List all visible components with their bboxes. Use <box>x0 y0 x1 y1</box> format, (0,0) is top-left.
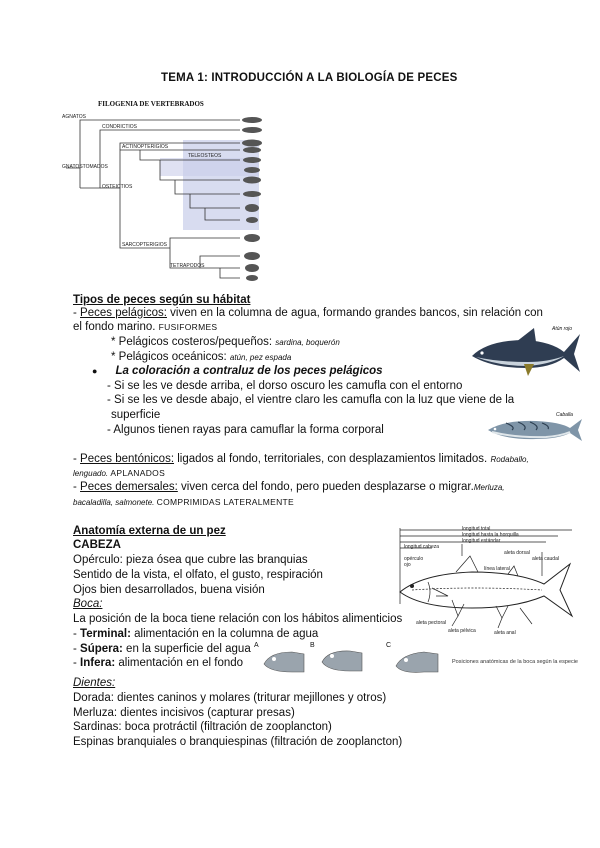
phylo-label: OSTEICTIOS <box>102 184 133 190</box>
mouth-intro: La posición de la boca tiene relación con los hábitos alimenticios <box>73 613 403 625</box>
teeth-line-1: Dorada: dientes caninos y molares (triturar mejillones y otros) <box>73 692 387 704</box>
cs-line-2b: superficie <box>111 409 161 421</box>
teeth-heading: Dientes: <box>73 677 116 689</box>
diagram-label: ojo <box>404 562 411 568</box>
teeth-line-2: Merluza: dientes incisivos (capturar presas) <box>73 707 295 719</box>
phylogeny-heading: FILOGENIA DE VERTEBRADOS <box>98 100 204 108</box>
page-title: TEMA 1: INTRODUCCIÓN A LA BIOLOGÍA DE PECES <box>161 72 458 84</box>
cs-line-1: - Si se les ve desde arriba, el dorso oscuro les camufla con el entorno <box>107 380 463 392</box>
demersal-line: - Peces demersales: viven cerca del fondo, pero pueden desplazarse o migrar.Merluza, <box>73 481 505 493</box>
oceanic-line: * Pelágicos oceánicos: atún, pez espada <box>111 351 292 363</box>
pelagic-label: Peces pelágicos: <box>80 307 167 319</box>
fish-anatomy-diagram <box>392 526 582 638</box>
phylo-label: TELEOSTEOS <box>188 153 222 159</box>
phylogeny-tree <box>60 98 300 286</box>
phylo-label: AGNATOS <box>62 114 86 120</box>
phylo-label: ACTINOPTERIGIOS <box>122 144 169 150</box>
diagram-label: longitud total <box>462 526 491 532</box>
benthic-line-2: lenguado. APLANADOS <box>73 468 166 478</box>
habitat-heading: Tipos de peces según su hábitat <box>73 294 251 306</box>
mackerel-illustration <box>486 414 586 444</box>
cs-line-2: - Si se les ve desde abajo, el vientre claro les camufla con la luz que viene de la <box>107 394 515 406</box>
tuna-drawing <box>468 326 584 378</box>
mackerel-drawing <box>486 414 586 444</box>
diagram-label: línea lateral <box>484 566 510 572</box>
diagram-label: longitud hasta la horquilla <box>462 532 519 538</box>
phylogeny-figure <box>60 98 300 286</box>
cs-line-3: - Algunos tienen rayas para camuflar la forma corporal <box>107 424 384 436</box>
infera-line: - Infera: alimentación en el fondo <box>73 657 244 669</box>
teeth-line-3: Sardinas: boca protráctil (filtración de zooplancton) <box>73 721 332 733</box>
diagram-label: longitud cabeza <box>404 544 440 550</box>
benthic-line: - Peces bentónicos: ligados al fondo, territoriales, con desplazamientos limitados. Rodaballo, <box>73 453 529 465</box>
phylo-label: GNATOSTOMADOS <box>62 164 108 170</box>
mouth-letter-c: C <box>386 642 392 649</box>
tuna-illustration <box>468 326 584 378</box>
pelagic-line: - Peces pelágicos: viven en la columna de agua, formando grandes bancos, sin relación con <box>73 307 543 319</box>
diagram-label: longitud estándar <box>462 538 501 544</box>
diagram-label: aleta anal <box>494 630 516 636</box>
countershading-heading: ● La coloración a contraluz de los peces pelágicos <box>92 365 383 377</box>
mackerel-caption: Caballa <box>556 412 573 418</box>
phylo-label: TETRAPODOS <box>170 263 205 269</box>
demersal-line-2: bacaladilla, salmonete. COMPRIMIDAS LATERALMENTE <box>73 497 295 507</box>
teeth-line-4: Espinas branquiales o branquiespinas (filtración de zooplancton) <box>73 736 403 748</box>
diagram-label: aleta pectoral <box>416 620 447 626</box>
terminal-line: - Terminal: alimentación en la columna de agua <box>73 628 319 640</box>
anatomy-heading: Anatomía externa de un pez <box>73 525 226 537</box>
mouth-fig-caption: Posiciones anatómicas de la boca según la especie <box>452 659 578 665</box>
mouth-letter-a: A <box>254 642 259 649</box>
mouth-heading: Boca: <box>73 598 103 610</box>
diagram-label: aleta pélvica <box>448 628 476 634</box>
anatomy-line-2: Sentido de la vista, el olfato, el gusto, respiración <box>73 569 323 581</box>
anatomy-line-1: Opérculo: pieza ósea que cubre las branquias <box>73 554 308 566</box>
anatomy-line-3: Ojos bien desarrollados, buena visión <box>73 584 265 596</box>
coastal-line: * Pelágicos costeros/pequeños: sardina, boquerón <box>111 336 340 348</box>
tuna-caption: Atún rojo <box>552 326 573 332</box>
pelagic-tag: FUSIFORMES <box>158 322 218 332</box>
head-heading: CABEZA <box>73 539 121 551</box>
diagram-label: aleta caudal <box>532 556 559 562</box>
phylo-label: SARCOPTERIGIOS <box>122 242 168 248</box>
diagram-label: aleta dorsal <box>504 550 530 556</box>
mouth-letter-b: B <box>310 642 315 649</box>
mouth-position-figure <box>252 642 588 676</box>
diagram-label: opérculo <box>404 556 424 562</box>
phylo-label: CONDRICTIOS <box>102 124 137 130</box>
pelagic-line-2: el fondo marino. FUSIFORMES <box>73 321 218 333</box>
supera-line: - Súpera: en la superficie del agua <box>73 643 251 655</box>
